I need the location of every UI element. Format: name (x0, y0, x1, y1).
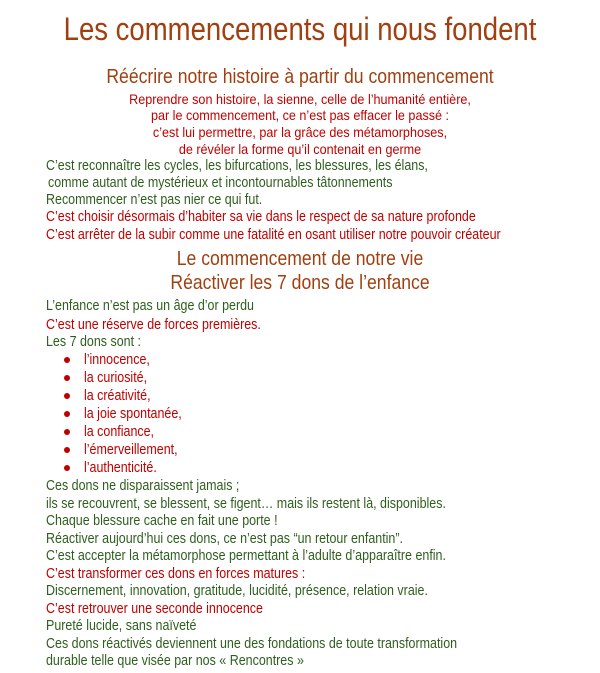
section2-line: Ces dons réactivés deviennent une des fondations de toute transformation (46, 636, 458, 652)
section2-line: C’est transformer ces dons en forces matures : (46, 566, 306, 582)
section1-centered-line: par le commencement, ce n’est pas effacer le passé : (150, 107, 450, 123)
section2-intro-line: Les 7 dons sont : (46, 334, 141, 350)
section2-subheading: Réactiver les 7 dons de l’enfance (170, 272, 430, 294)
section2-line: Ces dons ne disparaissent jamais ; (46, 478, 240, 494)
bullet-icon (64, 429, 70, 435)
page-title: Les commencements qui nous fondent (63, 11, 537, 47)
section1-centered-line: Reprendre son histoire, la sienne, celle de l’humanité entière, (129, 91, 471, 107)
section2-heading: Le commencement de notre vie (176, 248, 424, 270)
section2-line: C’est retrouver une seconde innocence (46, 601, 263, 617)
bullet-icon (64, 357, 70, 363)
section2-line: Réactiver aujourd’hui ces dons, ce n’est pas “un retour enfantin”. (46, 531, 403, 547)
bullet-icon (64, 447, 70, 453)
bullet-icon (64, 465, 70, 471)
bullet-icon (64, 375, 70, 381)
section1-line: C’est arrêter de la subir comme une fatalité en osant utiliser notre pouvoir créateur (46, 227, 501, 243)
section2-line: Pureté lucide, sans naïveté (46, 618, 197, 634)
section2-line: Chaque blessure cache en fait une porte ! (46, 513, 278, 529)
section1-line: C’est reconnaître les cycles, les bifurcations, les blessures, les élans, (46, 158, 428, 174)
bullet-icon (64, 393, 70, 399)
section1-centered-line: c’est lui permettre, par la grâce des métamorphoses, (152, 124, 448, 140)
section2-intro-line: L’enfance n’est pas un âge d’or perdu (46, 298, 254, 314)
section2-line: Discernement, innovation, gratitude, lucidité, présence, relation vraie. (46, 583, 428, 599)
section1-heading: Réécrire notre histoire à partir du commencement (106, 66, 494, 88)
section1-centered-line: de révéler la forme qu’il contenait en germe (178, 141, 422, 157)
section2-line: durable telle que visée par nos « Rencontres » (46, 653, 304, 669)
page: Les commencements qui nous fondent Réécrire notre histoire à partir du commencement Reprendre son histoire, la sienne, celle de l’humanité entière, par le commencement, ce n’est pas effacer le passé : c’est lui permettre, par la grâce des métamorphoses, de révéler la forme qu’il contenait en germe C’est reconnaître les cycles, les bifurcations, les blessures, les élans, comme autant de mystérieux et incontournables tâtonnements Recommencer n’est pas nier ce qui fut. C’est choisir désormais d’habiter sa vie dans le respect de sa nature profonde C’est arrêter de la subir comme une fatalité en osant utiliser notre pouvoir créateur Le commencement de notre vie Réactiver les 7 dons de l’enfance L’enfance n’est pas un âge d’or perdu C’est une réserve de forces premières. Les 7 dons sont : l’innocence, la curiosité, la créativité, la joie spontanée, la confiance, l’émerveillement, l’authenticité. Ces dons ne disparaissent jamais ; ils se recouvrent, se blessent, se figent… mais ils restent là, disponibles. Chaque blessure cache en fait une porte ! Réactiver aujourd’hui ces dons, ce n’est pas “un retour enfantin”. C’est accepter la métamorphose permettant à l’adulte d’apparaître enfin. C’est transformer ces dons en forces matures : Discernement, innovation, gratitude, lucidité, présence, relation vraie. C’est retrouver une seconde innocence Pureté lucide, sans naïveté Ces dons réactivés deviennent une des fondations de toute transformation durable telle que visée par nos « Rencontres » (0, 0, 600, 673)
bullet-icon (64, 411, 70, 417)
section1-line: Recommencer n’est pas nier ce qui fut. (46, 192, 263, 208)
section2-line: C’est accepter la métamorphose permettant à l’adulte d’apparaître enfin. (46, 548, 446, 564)
section1-line: C’est choisir désormais d’habiter sa vie dans le respect de sa nature profonde (46, 209, 476, 225)
section2-intro-line: C’est une réserve de forces premières. (46, 317, 261, 333)
section1-line: comme autant de mystérieux et incontournables tâtonnements (48, 175, 393, 191)
section2-line: ils se recouvrent, se blessent, se figent… mais ils restent là, disponibles. (46, 496, 446, 512)
